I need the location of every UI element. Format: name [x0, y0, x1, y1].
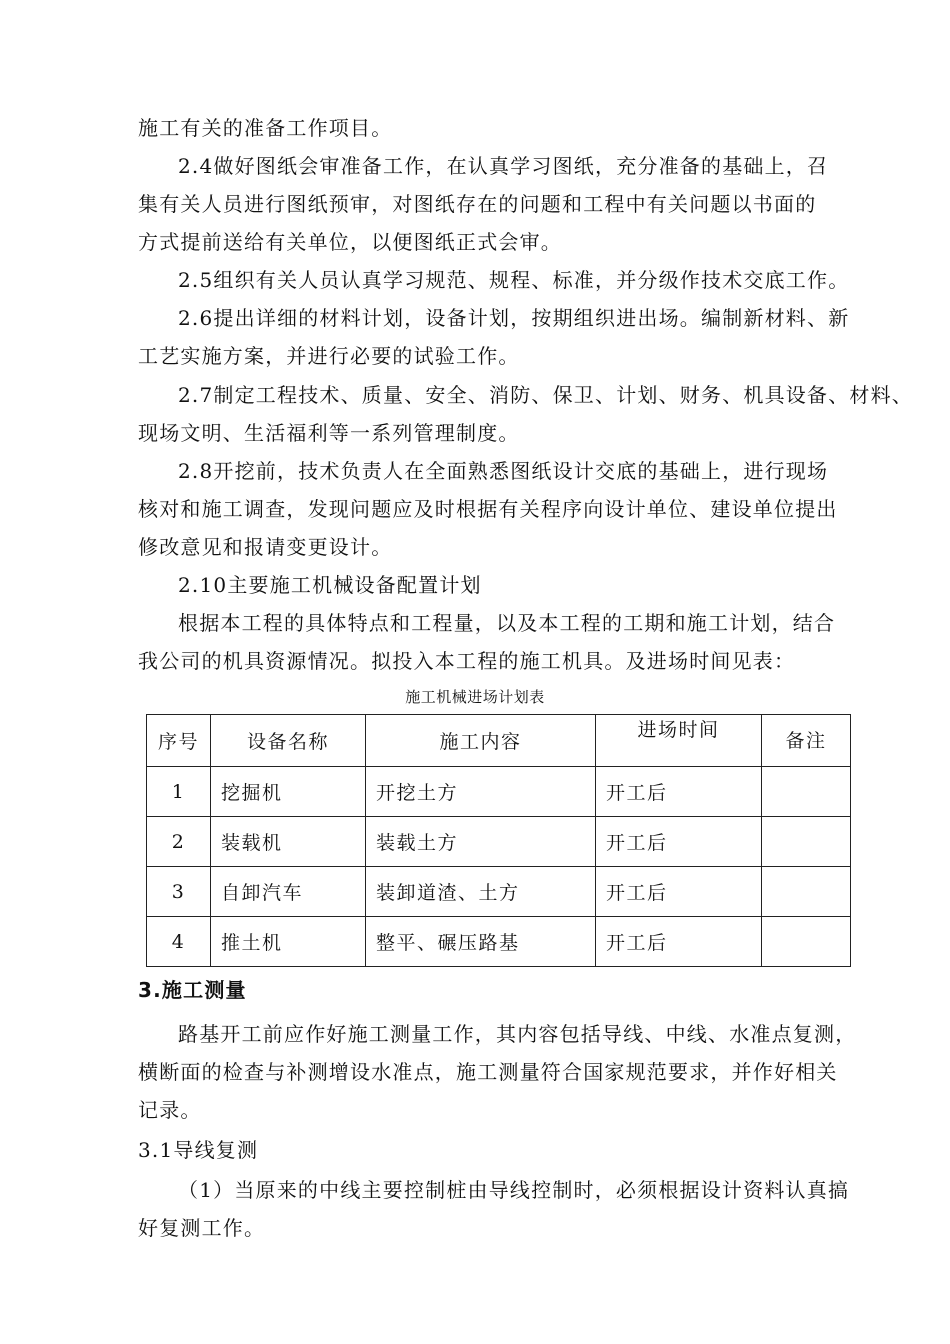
table-cell [762, 767, 851, 817]
table-caption: 施工机械进场计划表 [405, 688, 545, 706]
paragraph-line: 集有关人员进行图纸预审，对图纸存在的问题和工程中有关问题以书面的 [138, 192, 817, 216]
table-header-cell: 备注 [762, 715, 851, 767]
table-header-cell: 设备名称 [211, 715, 366, 767]
table-header-cell: 施工内容 [366, 715, 596, 767]
paragraph-line: 2.5组织有关人员认真学习规范、规程、标准，并分级作技术交底工作。 [178, 268, 850, 292]
paragraph-line: 方式提前送给有关单位，以便图纸正式会审。 [138, 230, 562, 254]
table-cell: 开工后 [596, 917, 762, 967]
paragraph-line: 核对和施工调查，发现问题应及时根据有关程序向设计单位、建设单位提出 [138, 497, 838, 521]
table-cell: 挖掘机 [211, 767, 366, 817]
table-cell [762, 817, 851, 867]
paragraph-line: 2.7制定工程技术、质量、安全、消防、保卫、计划、财务、机具设备、材料、 [178, 383, 914, 407]
table-cell: 自卸汽车 [211, 867, 366, 917]
table-cell: 2 [147, 817, 211, 867]
paragraph-line: 好复测工作。 [138, 1216, 266, 1240]
table-cell: 4 [147, 917, 211, 967]
table-cell: 开工后 [596, 867, 762, 917]
paragraph-line: 2.6提出详细的材料计划，设备计划，按期组织进出场。编制新材料、新 [178, 306, 850, 330]
table-cell [762, 917, 851, 967]
table-row [147, 917, 851, 967]
table-cell: 开挖土方 [366, 767, 596, 817]
table-cell: 3 [147, 867, 211, 917]
table-cell: 装载土方 [366, 817, 596, 867]
table-cell: 开工后 [596, 817, 762, 867]
table-row [147, 867, 851, 917]
table-cell [762, 867, 851, 917]
paragraph-line: 根据本工程的具体特点和工程量，以及本工程的工期和施工计划，结合 [178, 611, 836, 635]
table-header-cell: 进场时间 [596, 715, 762, 767]
paragraph-line: 记录。 [138, 1098, 202, 1122]
table-row [147, 817, 851, 867]
paragraph-line: 横断面的检查与补测增设水准点，施工测量符合国家规范要求，并作好相关 [138, 1060, 838, 1084]
section-heading: 3.施工测量 [138, 978, 247, 1002]
paragraph-line: 施工有关的准备工作项目。 [138, 116, 393, 140]
table-cell: 整平、碾压路基 [366, 917, 596, 967]
paragraph-line: 2.4做好图纸会审准备工作，在认真学习图纸，充分准备的基础上，召 [178, 154, 829, 178]
table-cell: 推土机 [211, 917, 366, 967]
paragraph-line: 修改意见和报请变更设计。 [138, 535, 393, 559]
paragraph-line: （1）当原来的中线主要控制桩由导线控制时，必须根据设计资料认真搞 [178, 1178, 850, 1202]
table-cell: 开工后 [596, 767, 762, 817]
paragraph-line: 我公司的机具资源情况。拟投入本工程的施工机具。及进场时间见表： [138, 649, 796, 673]
table-cell: 装卸道渣、土方 [366, 867, 596, 917]
paragraph-line: 2.10主要施工机械设备配置计划 [178, 573, 482, 597]
paragraph-line: 现场文明、生活福利等一系列管理制度。 [138, 421, 520, 445]
table-cell: 装载机 [211, 817, 366, 867]
paragraph-line: 2.8开挖前，技术负责人在全面熟悉图纸设计交底的基础上，进行现场 [178, 459, 829, 483]
paragraph-line: 路基开工前应作好施工测量工作，其内容包括导线、中线、水准点复测， [178, 1022, 857, 1046]
equipment-table [146, 714, 851, 967]
subsection-heading: 3.1导线复测 [138, 1138, 259, 1162]
table-row [147, 767, 851, 817]
table-header-cell: 序号 [147, 715, 211, 767]
table-cell: 1 [147, 767, 211, 817]
table-header-row [147, 715, 851, 767]
paragraph-line: 工艺实施方案，并进行必要的试验工作。 [138, 344, 520, 368]
